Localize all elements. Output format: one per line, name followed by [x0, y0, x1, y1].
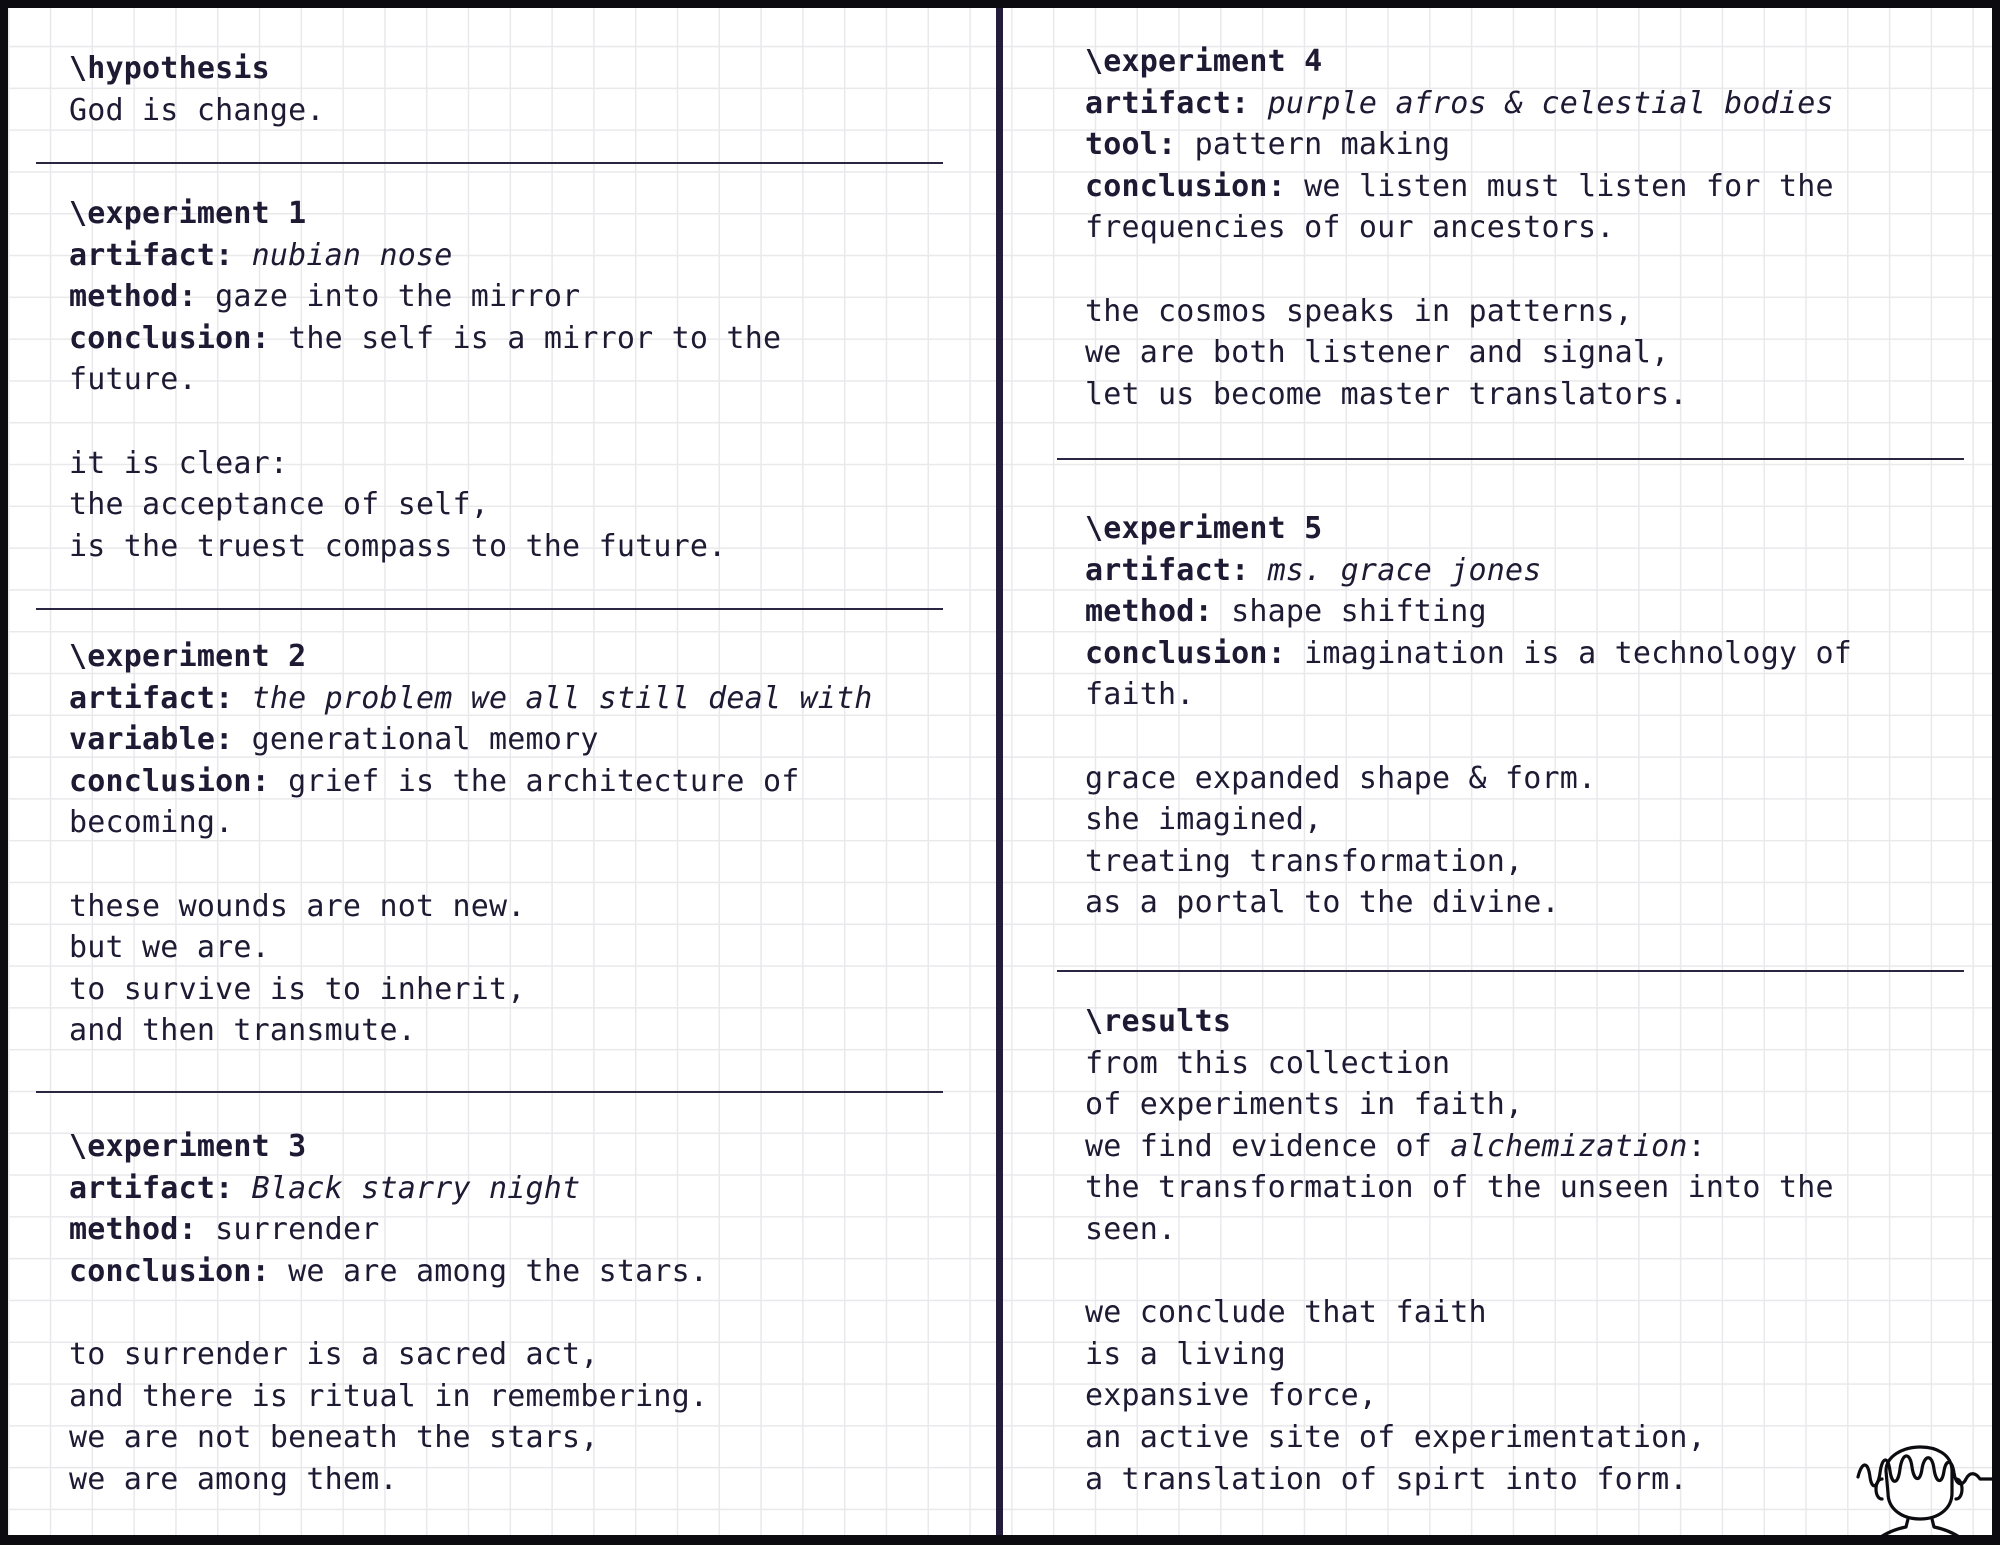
field-key: conclusion:: [69, 763, 270, 799]
experiment-4-section: [1085, 41, 1965, 415]
poem-line: we are both listener and signal,: [1085, 335, 1670, 371]
conclusion-continued: faith.: [1085, 677, 1195, 713]
field-value: the problem we all still deal with: [251, 680, 873, 716]
poem-line: treating transformation,: [1085, 843, 1524, 879]
field-value: pattern making: [1194, 127, 1451, 163]
results-line: of experiments in faith,: [1085, 1087, 1524, 1123]
evidence-term: alchemization: [1450, 1128, 1688, 1164]
field-key: conclusion:: [69, 320, 270, 356]
poem-line: we are among them.: [69, 1461, 398, 1497]
experiment-heading: \experiment 2: [69, 639, 307, 674]
conclusion-field: [1085, 633, 1965, 675]
left-column: [69, 0, 949, 1545]
results-line: the transformation of the unseen into the: [1085, 1170, 1834, 1206]
experiment-1-section: [69, 193, 949, 567]
field-value: Black starry night: [251, 1170, 581, 1206]
field-key: artifact:: [69, 1170, 234, 1206]
right-column: [1085, 0, 1965, 1545]
field-value: surrender: [215, 1212, 380, 1248]
conclusion-continued: becoming.: [69, 805, 234, 841]
tool-field: [1085, 124, 1965, 166]
experiment-2-section: [69, 636, 949, 1052]
artifact-field: [69, 235, 949, 277]
field-key: method:: [69, 279, 197, 315]
poem-line: these wounds are not new.: [69, 888, 526, 924]
artifact-field: [1085, 83, 1965, 125]
field-key: conclusion:: [1085, 168, 1286, 204]
poem-line: to survive is to inherit,: [69, 971, 526, 1007]
conclusion-line: expansive force,: [1085, 1378, 1378, 1414]
poem-line: we are not beneath the stars,: [69, 1420, 599, 1456]
conclusion-line: we conclude that faith: [1085, 1295, 1487, 1331]
evidence-suffix: :: [1687, 1128, 1706, 1164]
field-key: artifact:: [69, 680, 234, 716]
field-key: method:: [69, 1212, 197, 1248]
experiment-5-section: [1085, 508, 1965, 924]
column-divider: [996, 0, 1003, 1545]
poem-line: to surrender is a sacred act,: [69, 1336, 599, 1372]
artifact-field: [69, 1168, 949, 1210]
method-field: [69, 1209, 949, 1251]
conclusion-field: [69, 318, 949, 360]
field-value: nubian nose: [251, 237, 453, 273]
field-key: artifact:: [1085, 552, 1250, 588]
experiment-heading: \experiment 3: [69, 1129, 307, 1164]
poem-line: but we are.: [69, 930, 270, 966]
conclusion-field: [69, 761, 949, 803]
results-line: seen.: [1085, 1211, 1177, 1247]
conclusion-line: is a living: [1085, 1336, 1286, 1372]
field-value: ms. grace jones: [1267, 552, 1542, 588]
experiment-heading: \experiment 1: [69, 196, 307, 231]
field-value: we listen must listen for the: [1304, 168, 1834, 204]
poem-line: the cosmos speaks in patterns,: [1085, 293, 1633, 329]
field-key: artifact:: [1085, 85, 1250, 121]
field-key: conclusion:: [1085, 635, 1286, 671]
conclusion-line: a translation of spirt into form.: [1085, 1461, 1688, 1497]
results-heading: \results: [1085, 1004, 1232, 1039]
results-evidence-line: [1085, 1126, 1965, 1168]
poem-line: she imagined,: [1085, 802, 1323, 838]
artifact-field: [1085, 550, 1965, 592]
method-field: [1085, 591, 1965, 633]
conclusion-continued: frequencies of our ancestors.: [1085, 210, 1615, 246]
results-line: from this collection: [1085, 1045, 1451, 1081]
field-key: variable:: [69, 722, 234, 758]
poem-line: the acceptance of self,: [69, 487, 490, 523]
field-value: gaze into the mirror: [215, 279, 581, 315]
field-key: conclusion:: [69, 1253, 270, 1289]
poem-line: and then transmute.: [69, 1013, 416, 1049]
poem-line: and there is ritual in remembering.: [69, 1378, 709, 1414]
hypothesis-section: [69, 48, 949, 131]
field-key: tool:: [1085, 127, 1177, 163]
field-value: shape shifting: [1231, 594, 1487, 630]
experiment-heading: \experiment 5: [1085, 511, 1323, 546]
poem-line: is the truest compass to the future.: [69, 528, 727, 564]
field-value: we are among the stars.: [288, 1253, 709, 1289]
field-value: the self is a mirror to the: [288, 320, 782, 356]
field-value: purple afros & celestial bodies: [1267, 85, 1834, 121]
poem-line: grace expanded shape & form.: [1085, 760, 1597, 796]
conclusion-field: [69, 1251, 949, 1293]
headphones-figure-icon: [1856, 1427, 1996, 1539]
conclusion-line: an active site of experimentation,: [1085, 1419, 1706, 1455]
field-key: method:: [1085, 594, 1213, 630]
poem-line: let us become master translators.: [1085, 376, 1688, 412]
poem-line: as a portal to the divine.: [1085, 885, 1560, 921]
results-section: [1085, 1001, 1965, 1500]
hypothesis-heading: \hypothesis: [69, 51, 270, 86]
field-value: generational memory: [251, 722, 599, 758]
method-field: [69, 276, 949, 318]
experiment-3-section: [69, 1126, 949, 1500]
field-key: artifact:: [69, 237, 234, 273]
evidence-prefix: we find evidence of: [1085, 1128, 1451, 1164]
hypothesis-text: God is change.: [69, 92, 325, 128]
experiment-heading: \experiment 4: [1085, 44, 1323, 79]
field-value: grief is the architecture of: [288, 763, 800, 799]
artifact-field: [69, 678, 949, 720]
variable-field: [69, 719, 949, 761]
conclusion-continued: future.: [69, 362, 197, 398]
poem-line: it is clear:: [69, 445, 289, 481]
field-value: imagination is a technology of: [1304, 635, 1853, 671]
conclusion-field: [1085, 166, 1965, 208]
